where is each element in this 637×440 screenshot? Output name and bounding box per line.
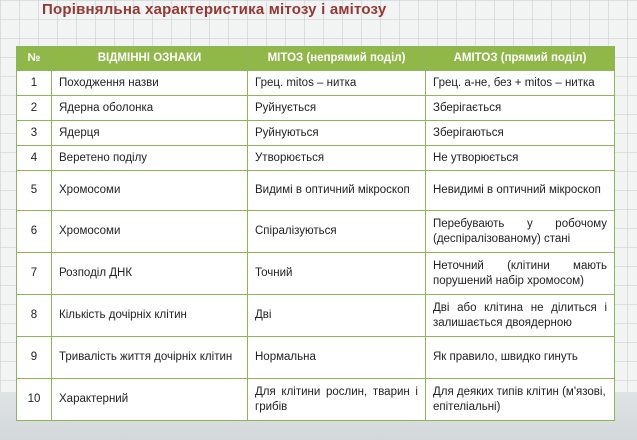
- table-row: [17, 295, 615, 337]
- row-mitosis: Спіралізуються: [248, 211, 426, 253]
- row-amitosis: Зберігаються: [426, 121, 615, 146]
- row-number: 5: [17, 171, 52, 211]
- row-number: 1: [17, 71, 52, 96]
- header-number: №: [17, 47, 52, 71]
- row-amitosis: Дві або клітина не ділиться і залишається двоядерною: [426, 295, 615, 337]
- table-row: [17, 121, 615, 146]
- table-row: [17, 211, 615, 253]
- row-mitosis: Точний: [248, 253, 426, 295]
- row-feature: Кількість дочірніх клітин: [52, 295, 248, 337]
- row-amitosis: Перебувають у робочому (деспіралізованому) стані: [426, 211, 615, 253]
- row-amitosis: Не утворюється: [426, 146, 615, 171]
- row-amitosis: Грец. а-не, без + mitos – нитка: [426, 71, 615, 96]
- row-mitosis: Руйнується: [248, 96, 426, 121]
- table-header-row: [17, 47, 615, 71]
- table-row: [17, 379, 615, 421]
- row-amitosis: Неточний (клітини мають порушений набір хромосом): [426, 253, 615, 295]
- table-row: [17, 96, 615, 121]
- header-mitosis: МІТОЗ (непрямий поділ): [248, 47, 426, 71]
- row-amitosis: Як правило, швидко гинуть: [426, 337, 615, 379]
- table-row: [17, 171, 615, 211]
- row-number: 4: [17, 146, 52, 171]
- comparison-table: [16, 46, 615, 421]
- row-number: 8: [17, 295, 52, 337]
- row-number: 7: [17, 253, 52, 295]
- row-number: 10: [17, 379, 52, 421]
- row-mitosis: Руйнуються: [248, 121, 426, 146]
- row-number: 2: [17, 96, 52, 121]
- row-feature: Ядерця: [52, 121, 248, 146]
- header-amitosis: АМІТОЗ (прямий поділ): [426, 47, 615, 71]
- row-number: 3: [17, 121, 52, 146]
- row-amitosis: Для деяких типів клітин (м'язові, епітеліальні): [426, 379, 615, 421]
- table-row: [17, 71, 615, 96]
- page-title: Порівняльна характеристика мітозу і амітозу: [42, 1, 387, 18]
- row-mitosis: Нормальна: [248, 337, 426, 379]
- row-mitosis: Грец. mitos – нитка: [248, 71, 426, 96]
- row-feature: Ядерна оболонка: [52, 96, 248, 121]
- row-amitosis: Зберігається: [426, 96, 615, 121]
- row-mitosis: Для клітини рослин, тварин і грибів: [248, 379, 426, 421]
- row-feature: Веретено поділу: [52, 146, 248, 171]
- row-amitosis: Невидимі в оптичний мікроскоп: [426, 171, 615, 211]
- header-features: ВІДМІННІ ОЗНАКИ: [52, 47, 248, 71]
- row-mitosis: Дві: [248, 295, 426, 337]
- row-feature: Характерний: [52, 379, 248, 421]
- row-feature: Розподіл ДНК: [52, 253, 248, 295]
- table-row: [17, 146, 615, 171]
- row-mitosis: Видимі в оптичний мікроскоп: [248, 171, 426, 211]
- row-feature: Хромосоми: [52, 211, 248, 253]
- row-feature: Походження назви: [52, 71, 248, 96]
- row-number: 6: [17, 211, 52, 253]
- table-row: [17, 253, 615, 295]
- row-feature: Хромосоми: [52, 171, 248, 211]
- row-mitosis: Утворюється: [248, 146, 426, 171]
- table-row: [17, 337, 615, 379]
- row-number: 9: [17, 337, 52, 379]
- row-feature: Тривалість життя дочірніх клітин: [52, 337, 248, 379]
